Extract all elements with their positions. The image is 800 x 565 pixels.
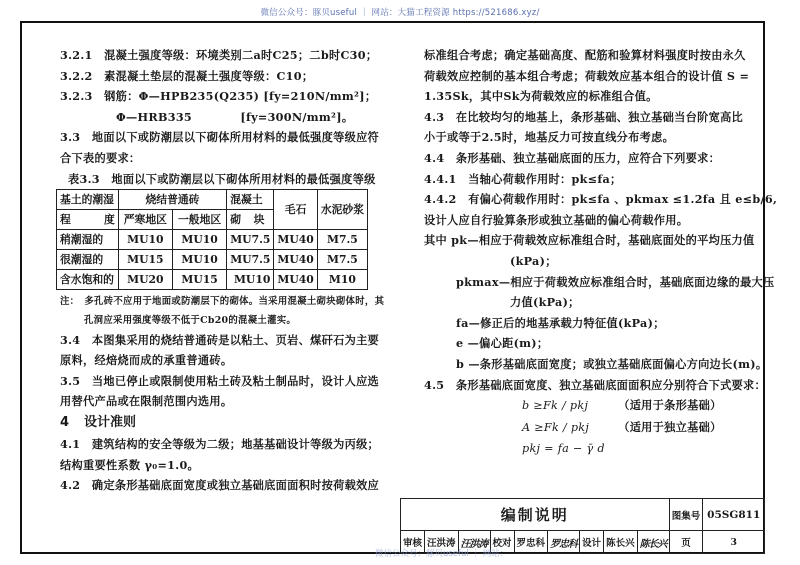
definition-e: e —偏心距(m)；: [456, 336, 549, 351]
row-label: 含水饱和的: [57, 269, 119, 289]
header-fired-brick: 烧结普通砖: [118, 189, 227, 209]
clause-3-5: 3.5 当地已停止或限制使用粘土砖及粘土制品时，设计人应选: [60, 373, 380, 388]
title-block-table: [400, 498, 765, 554]
formula-strip-note: （适用于条形基础）: [618, 398, 722, 413]
cell-mortar: M10: [317, 269, 367, 289]
table-row: [57, 249, 368, 269]
header-degree-b: 度: [103, 212, 115, 226]
hrb335-value: [fy=300N/mm²]。: [240, 109, 354, 124]
clause-3-3-cont: 合下表的要求：: [60, 150, 141, 165]
definition-pk: 其中 pk—相应于荷载效应标准组合时，基础底面处的平均压力值: [424, 233, 755, 248]
designer-signature: 陈长兴: [637, 531, 669, 554]
cell-concrete: MU7.5: [227, 229, 274, 249]
header-degree-a: 程: [60, 212, 71, 226]
cell-concrete: MU10: [227, 269, 274, 289]
clause-4-4-1: 4.4.1 当轴心荷载作用时：pk≤fa；: [424, 171, 622, 186]
clause-4-4: 4.4 条形基础、独立基础底面的压力，应符合下列要求：: [424, 150, 721, 165]
clause-4-5: 4.5 条形基础底面宽度、独立基础底面面积应分别符合下式要求：: [424, 377, 767, 392]
watermark-bottom: 微信公众号：豚贝useful ｜ 网站：: [375, 549, 509, 559]
header-rubble-stone: 毛石: [274, 189, 317, 229]
clause-4-3-cont: 小于或等于2.5时，地基反力可按直线分布考虑。: [424, 130, 675, 145]
clause-3-4-cont: 原料，经焙烧而成的承重普通砖。: [60, 353, 233, 368]
hrb335-label: Φ—HRB335: [116, 109, 193, 124]
formula-isolated-note: （适用于独立基础）: [618, 419, 722, 434]
clause-3-2-1: 3.2.1 混凝土强度等级：环境类别二a时C25；二b时C30；: [60, 48, 378, 62]
header-soil-moisture: 基土的潮湿: [57, 189, 119, 209]
section-4-heading: [60, 412, 395, 434]
clause-3-2-3-hrb: [60, 107, 395, 128]
cell-mortar: M7.5: [317, 229, 367, 249]
cell-severe: MU10: [118, 229, 172, 249]
formula-isolated-expr: A ≥Fk / pkj: [522, 420, 590, 434]
formula-pkj-expr: pkj = fa − γ̄ d: [522, 442, 605, 456]
cell-general: MU10: [172, 249, 226, 269]
section-4-title: 设计准则: [84, 414, 137, 430]
formula-strip-expr: b ≥Fk / pkj: [522, 399, 589, 413]
clause-4-1-cont: 结构重要性系数 γ₀=1.0。: [60, 457, 200, 472]
table-header-row-1: [57, 189, 368, 209]
material-strength-table: [56, 189, 368, 290]
clause-4-3: 4.3 在比较均匀的地基上，条形基础、独立基础当台阶宽高比: [424, 109, 744, 124]
clause-4-2: 4.2 确定条形基础底面宽度或独立基础底面面积时按荷载效应: [60, 478, 380, 493]
cell-stone: MU40: [274, 269, 317, 289]
design-label: 设计: [580, 531, 604, 554]
table-row: [57, 229, 368, 249]
header-block-b: 块: [253, 212, 265, 226]
clause-3-2-3: [60, 86, 395, 107]
right-column: [424, 45, 778, 460]
formula-strip: [424, 395, 764, 417]
reviewer-name: 汪洪涛: [425, 531, 459, 554]
page-number: 3: [703, 531, 765, 554]
atlas-number: 05SG811: [703, 499, 765, 531]
left-column: [60, 45, 395, 496]
header-concrete: 混凝土: [227, 189, 274, 209]
clause-3-5-cont: 用替代产品或在限制范围内选用。: [60, 394, 233, 409]
row-label: 稍潮湿的: [57, 229, 119, 249]
table-row: [57, 269, 368, 289]
clause-4-1: 4.1 建筑结构的安全等级为二级；地基基础设计等级为丙级；: [60, 436, 380, 451]
header-cement-mortar: 水泥砂浆: [317, 189, 367, 229]
definition-pk-unit: (kPa)；: [510, 253, 557, 268]
cell-general: MU10: [172, 229, 226, 249]
formula-isolated: [424, 417, 764, 439]
header-general-area: 一般地区: [172, 209, 226, 229]
title-block-row-1: [401, 499, 765, 531]
review-label: 审核: [401, 531, 425, 554]
header-block: [227, 209, 274, 229]
designer-name: 陈长兴: [604, 531, 638, 554]
checker-signature: 罗忠科: [548, 531, 580, 554]
clause-4-4-2: 4.4.2 有偏心荷载作用时：pk≤fa 、pkmax ≤1.2fa 且 e≤b/6,: [424, 192, 778, 207]
header-severe-cold: 严寒地区: [118, 209, 172, 229]
clause-4-2-cont-3: 1.35Sk，其中Sk为荷载效应的标准组合值。: [424, 89, 658, 104]
check-label: 校对: [490, 531, 514, 554]
table-note-2: 孔洞应采用强度等级不低于Cb20的混凝土灌实。: [84, 314, 297, 326]
definition-pkmax-unit: 力值(kPa)；: [510, 295, 580, 310]
clause-3-2-2: 3.2.2 素混凝土垫层的混凝土强度等级：C10；: [60, 68, 314, 83]
drawing-title: 编制说明: [401, 499, 670, 531]
clause-4-4-2-cont: 设计人应自行验算条形或独立基础的偏心荷载作用。: [424, 212, 689, 227]
clause-3-2-3-value: [fy=210N/mm²]；: [263, 89, 377, 104]
cell-stone: MU40: [274, 249, 317, 269]
definition-fa: fa—修正后的地基承载力特征值(kPa)；: [456, 315, 665, 330]
definition-pkmax: pkmax—相应于荷载效应标准组合时，基础底面边缘的最大压: [456, 274, 775, 289]
clause-3-4: 3.4 本图集采用的烧结普通砖是以粘土、页岩、煤矸石为主要: [60, 332, 380, 347]
clause-3-2-3-prefix: 3.2.3 钢筋：Φ—HPB235(Q235): [60, 89, 260, 104]
section-4-number: 4: [60, 414, 70, 430]
cell-general: MU15: [172, 269, 226, 289]
header-degree: [57, 209, 119, 229]
checker-name: 罗忠科: [514, 531, 548, 554]
cell-stone: MU40: [274, 229, 317, 249]
clause-3-3: 3.3 地面以下或防潮层以下砌体所用材料的最低强度等级应符: [60, 130, 380, 145]
cell-severe: MU20: [118, 269, 172, 289]
cell-mortar: M7.5: [317, 249, 367, 269]
cell-concrete: MU7.5: [227, 249, 274, 269]
reviewer-signature: 汪洪涛: [458, 531, 490, 554]
row-label: 很潮湿的: [57, 249, 119, 269]
formula-pkj: [424, 438, 764, 460]
title-block: [400, 498, 765, 554]
table-caption: 表3.3 地面以下或防潮层以下砌体所用材料的最低强度等级: [68, 171, 376, 186]
cell-severe: MU15: [118, 249, 172, 269]
page-label: 页: [669, 531, 703, 554]
clause-4-2-cont-1: 标准组合考虑；确定基础高度、配筋和验算材料强度时按由永久: [424, 48, 746, 62]
clause-4-2-cont-2: 荷载效应控制的基本组合考虑；荷载效应基本组合的设计值 S =: [424, 68, 750, 83]
definition-b: b —条形基础底面宽度；或独立基础底面偏心方向边长(m)。: [456, 356, 768, 371]
header-block-a: 砌: [230, 212, 242, 226]
watermark-top: 微信公众号：豚贝useful ｜ 网站：大猫工程资源 https://521686.xyz/: [260, 8, 540, 18]
table-note-1: 注： 多孔砖不应用于地面或防潮层下的砌体。当采用混凝土砌块砌体时，其: [60, 295, 385, 307]
atlas-number-label: 图集号: [669, 499, 703, 531]
